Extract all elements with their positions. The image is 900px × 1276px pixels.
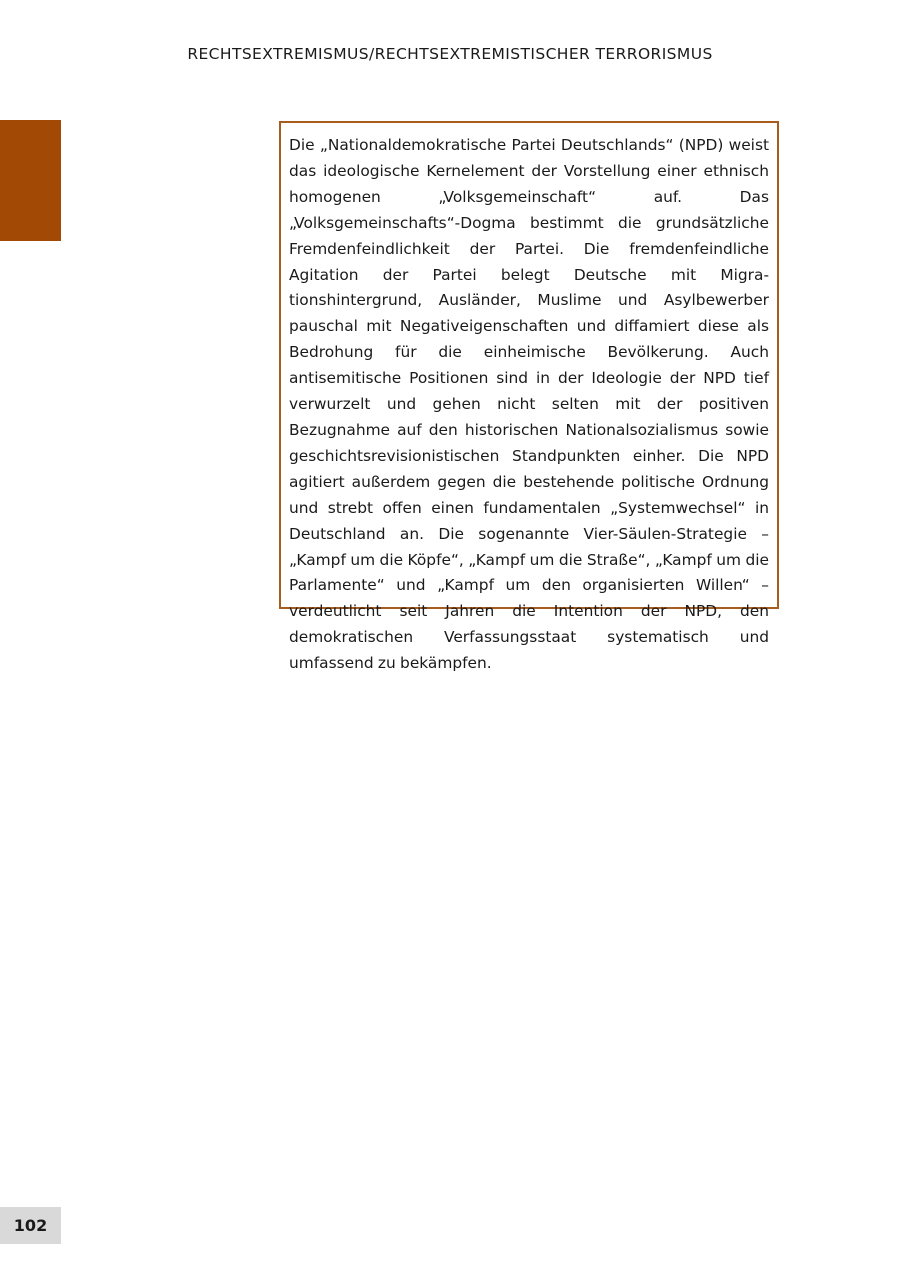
- running-header-title: RECHTSEXTREMISMUS/RECHTSEXTREMISTISCHER TERRORISMUS: [187, 45, 713, 63]
- chapter-side-tab: [0, 120, 61, 241]
- info-box: [279, 121, 779, 673]
- page-number: 102: [0, 1207, 61, 1244]
- info-box-text: Die „Nationaldemokratische Partei Deutschlands“ (NPD) weist das ideologische Kernelement der Vorstellung einer ethnisch homogenen „Volksgemeinschaft“ auf. Das „Volksgemeinschafts“-Dogma bestimmt die grundsätzliche Fremdenfeindlichkeit der Partei. Die fremdenfeindliche Agitation der Partei belegt Deutsche mit Migrationshintergrund, Ausländer, Muslime und Asylbewerber pauschal mit Negativeigenschaften und diffamiert diese als Bedrohung für die einheimische Bevölkerung. Auch antisemitische Positionen sind in der Ideologie der NPD tief verwurzelt und gehen nicht selten mit der positiven Bezugnahme auf den historischen Nationalsozialismus sowie geschichtsrevisionistischen Standpunkten einher. Die NPD agitiert außerdem gegen die bestehende politische Ordnung und strebt offen einen fundamentalen „Systemwechsel“ in Deutschland an. Die sogenannte Vier-Säulen-Strategie – „Kampf um die Köpfe“, „Kampf um die Straße“, „Kampf um die Parlamente“ und „Kampf um den organisierten Willen“ – verdeutlicht seit Jahren die Intention der NPD, den demokratischen Verfassungsstaat systematisch und umfassend zu bekämpfen.: [289, 136, 769, 673]
